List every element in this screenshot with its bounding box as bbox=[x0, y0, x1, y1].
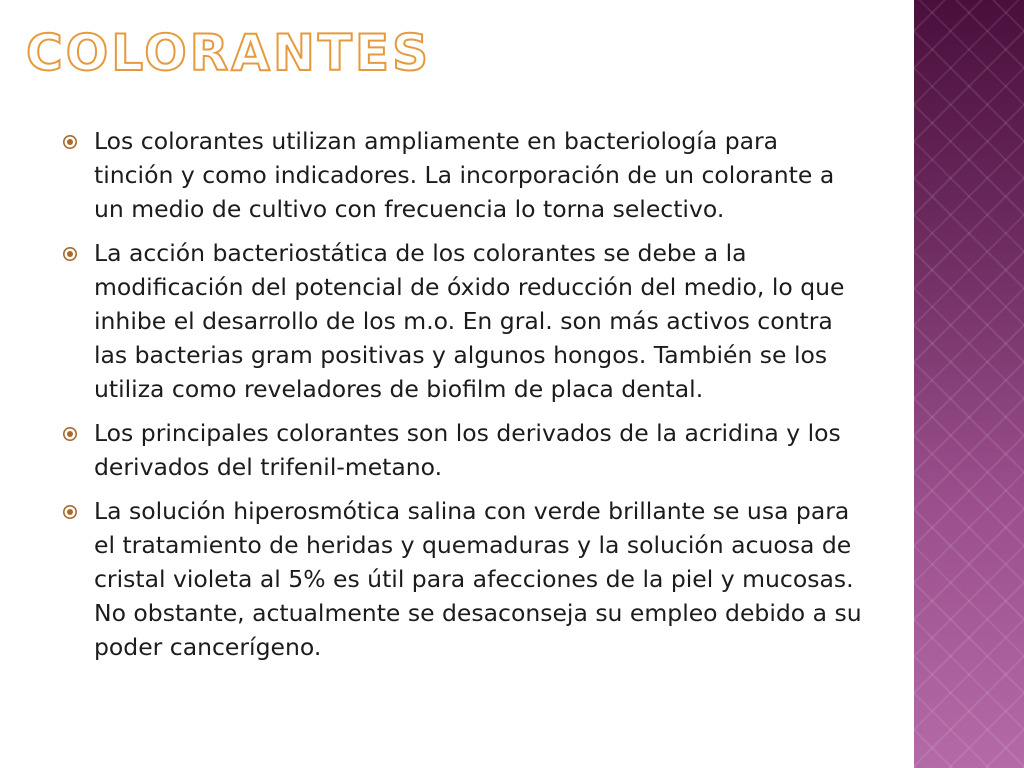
decorative-side-panel bbox=[912, 0, 1024, 768]
bullet-list bbox=[62, 124, 862, 674]
circled-dot-bullet-icon bbox=[62, 134, 78, 150]
slide-title: COLORANTES bbox=[26, 24, 432, 82]
bullet-text: La acción bacteriostática de los colorantes se debe a la modificación del potencial de óxido reducción del medio, lo que inhibe el desarrollo de los m.o. En gral. son más activos contra las bacterias gram positivas y algunos hongos. También se los utiliza como reveladores de biofilm de placa dental. bbox=[94, 239, 845, 403]
bullet-text: La solución hiperosmótica salina con verde brillante se usa para el tratamiento de heridas y quemaduras y la solución acuosa de cristal violeta al 5% es útil para afecciones de la piel y mucosas. No obstante, actualmente se desaconseja su empleo debido a su poder cancerígeno. bbox=[94, 497, 862, 661]
bullet-item bbox=[62, 416, 862, 484]
bullet-text: Los colorantes utilizan ampliamente en bacteriología para tinción y como indicadores. La incorporación de un colorante a un medio de cultivo con frecuencia lo torna selectivo. bbox=[94, 127, 835, 223]
bullet-item bbox=[62, 494, 862, 664]
bullet-item bbox=[62, 124, 862, 226]
bullet-item bbox=[62, 236, 862, 406]
circled-dot-bullet-icon bbox=[62, 246, 78, 262]
bullet-text: Los principales colorantes son los derivados de la acridina y los derivados del trifenil-metano. bbox=[94, 419, 841, 481]
circled-dot-bullet-icon bbox=[62, 504, 78, 520]
circled-dot-bullet-icon bbox=[62, 426, 78, 442]
